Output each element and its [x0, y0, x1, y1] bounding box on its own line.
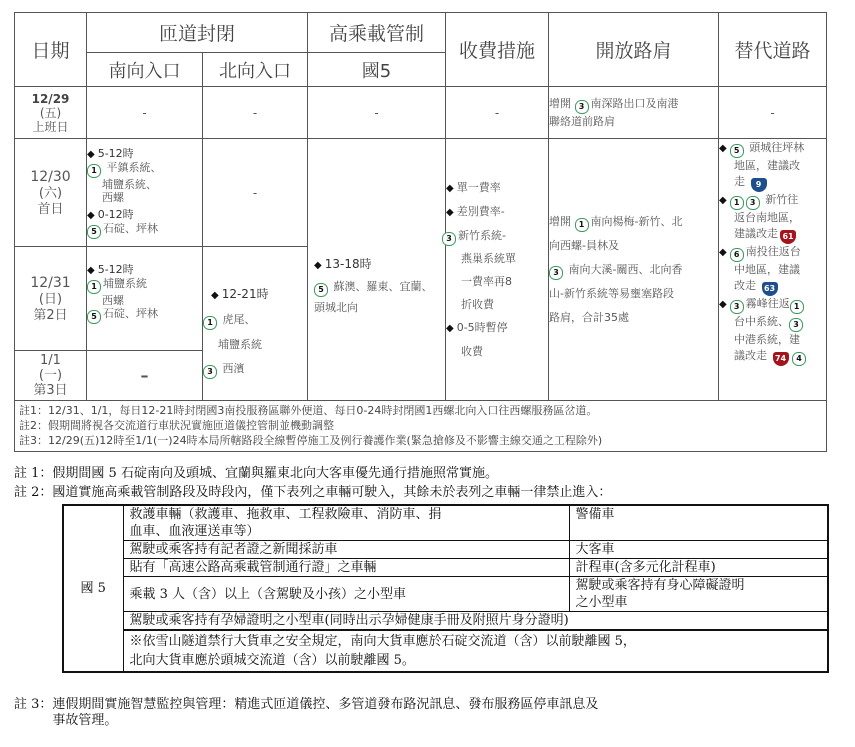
alternate-cell: -	[719, 87, 827, 139]
vehicle-row	[63, 505, 828, 541]
south-cell: ◆ 5-12時 1 埔鹽系統 西螺 5 石碇、坪林	[87, 247, 203, 351]
header-toll-measures: 收費措施	[446, 13, 549, 87]
vehicle-row	[63, 577, 828, 612]
south-cell: –	[87, 351, 203, 401]
north-cell: -	[203, 139, 308, 247]
national-freeway-shield-icon: 3	[442, 232, 456, 246]
holiday-traffic-schedule-table	[14, 12, 827, 452]
national-freeway-shield-icon: 3	[730, 300, 744, 314]
national-freeway-shield-icon: 5	[87, 225, 101, 239]
note-2: 註 2：國道實施高乘載管制路段及時段內，僅下表列之車輛可駛入，其餘未於表列之車輛一律禁止進入：	[14, 485, 612, 500]
date-cell: 12/29 (五) 上班日	[15, 87, 87, 139]
national-freeway-shield-icon: 1	[575, 218, 589, 232]
table-note-2: 註2：假期間將視各交流道行車狀況實施匝道儀控管制並機動調整	[19, 419, 334, 432]
table-notes-row	[15, 401, 827, 452]
toll-measures-cell: ◆ 單一費率 ◆ 差別費率- 3 新竹系統- 燕巢系統單 一費率再8 折收費 ◆ 0-5時暫停 收費	[446, 139, 549, 401]
national-freeway-shield-icon: 1	[203, 316, 217, 330]
national-freeway-shield-icon: 6	[730, 248, 744, 262]
shoulder-open-cell: 增開 1 南向楊梅-新竹、北 向西螺-員林及 3 南向大溪-關西、北向香 山-新竹系統等易壅塞路段 路肩，合計35處	[549, 139, 719, 401]
header-hov-road: 國5	[308, 53, 446, 87]
header-shoulder-open: 開放路肩	[549, 13, 719, 87]
table-notes	[15, 401, 827, 452]
national-freeway-shield-icon: 1	[87, 280, 101, 294]
note-1: 註 1：假期間國 5 石碇南向及頭城、宜蘭與羅東北向大客車優先通行措施照常實施。	[14, 466, 498, 481]
permitted-vehicles-table	[62, 504, 829, 673]
road-label: 國 5	[63, 505, 123, 672]
south-cell: -	[87, 87, 203, 139]
vehicle-full: 駕駛或乘客持有孕婦證明之小型車(同時出示孕婦健康手冊及附照片身分證明)	[123, 612, 828, 631]
vehicle-right: 警備車	[569, 505, 828, 541]
table-note-1: 註1：12/31、1/1，每日12-21時封閉國3南投服務區聯外便道、每日0-24時封閉國1西螺北向入口往西螺服務區岔道。	[19, 404, 598, 417]
national-freeway-shield-icon: 3	[575, 100, 589, 114]
vehicle-left: 駕駛或乘客持有記者證之新聞採訪車	[123, 541, 569, 559]
date-cell: 12/30 (六) 首日	[15, 139, 87, 247]
header-southbound-entrance: 南向入口	[87, 53, 203, 87]
national-freeway-shield-icon: 5	[730, 144, 744, 158]
header-northbound-entrance: 北向入口	[203, 53, 308, 87]
hov-cell: ◆ 13-18時 5 蘇澳、羅東、宜蘭、 頭城北向	[308, 139, 446, 401]
national-freeway-shield-icon: 1	[790, 300, 804, 314]
header-date: 日期	[15, 13, 87, 87]
vehicle-row	[63, 541, 828, 559]
toll-cell: -	[446, 87, 549, 139]
vehicle-row	[63, 559, 828, 577]
vehicle-row	[63, 630, 828, 672]
national-freeway-shield-icon: 3	[203, 365, 217, 379]
national-freeway-shield-icon: 5	[314, 283, 328, 297]
hov-cell: -	[308, 87, 446, 139]
vehicle-right: 大客車	[569, 541, 828, 559]
header-hov-control: 高乘載管制	[308, 13, 446, 53]
vehicle-right: 駕駛或乘客持有身心障礙證明 之小型車	[569, 577, 828, 612]
provincial-highway-shield-icon: 74	[773, 352, 789, 366]
header-alternate-roads: 替代道路	[719, 13, 827, 87]
north-cell: ◆ 12-21時 1 虎尾、 埔鹽系統 3 西濱	[203, 247, 308, 401]
national-freeway-shield-icon: 4	[792, 352, 806, 366]
date-cell: 1/1 (一) 第3日	[15, 351, 87, 401]
date-cell: 12/31 (日) 第2日	[15, 247, 87, 351]
vehicle-row	[63, 612, 828, 631]
national-freeway-shield-icon: 3	[789, 318, 803, 332]
vehicle-left: 救護車輛（救護車、拖救車、工程救險車、消防車、捐 血車、血液運送車等）	[123, 505, 569, 541]
provincial-highway-shield-icon: 9	[751, 178, 767, 192]
table-row-1229	[15, 87, 827, 139]
table-note-3: 註3：12/29(五)12時至1/1(一)24時本局所轄路段全線暫停施工及例行養護作業(緊急搶修及不影響主線交通之工程除外)	[19, 434, 603, 447]
vehicle-left: 貼有「高速公路高乘載管制通行證」之車輛	[123, 559, 569, 577]
alternate-roads-cell: ◆ 5 頭城往坪林 地區，建議改 走 9 ◆ 1 3 新竹往 返台南地區， 建議改走 61 ◆ 6 南投往返台 中地區，建議 改走 63 ◆ 3 霧峰往返 1 台中系統、 3 中港系統，建 議改走 74 4	[719, 139, 827, 401]
vehicle-left: 乘載 3 人（含）以上（含駕駛及小孩）之小型車	[123, 577, 569, 612]
south-cell: ◆ 5-12時 1 平鎮系統、 埔鹽系統、 西螺 ◆ 0-12時 5 石碇、坪林	[87, 139, 203, 247]
national-freeway-shield-icon: 3	[746, 196, 760, 210]
national-freeway-shield-icon: 1	[87, 164, 101, 178]
national-freeway-shield-icon: 5	[87, 310, 101, 324]
shoulder-cell: 增開 3 南深路出口及南港 聯絡道前路肩	[549, 87, 719, 139]
north-cell: -	[203, 87, 308, 139]
national-freeway-shield-icon: 1	[730, 196, 744, 210]
national-freeway-shield-icon: 3	[549, 266, 563, 280]
vehicle-full: ※依雪山隧道禁行大貨車之安全規定，南向大貨車應於石碇交流道（含）以前駛離國 5， 北向大貨車應於頭城交流道（含）以前駛離國 5。	[123, 630, 828, 672]
provincial-highway-shield-icon: 61	[780, 230, 796, 244]
note-3: 註 3： 連假期間實施智慧監控與管理：精進式匝道儀控、多管道發布路況訊息、發布服務區停車訊息及 事故管理。	[14, 697, 599, 728]
vehicle-right: 計程車(含多元化計程車)	[569, 559, 828, 577]
provincial-highway-shield-icon: 63	[762, 282, 778, 296]
header-ramp-closure: 匝道封閉	[87, 13, 308, 53]
table-row-1230	[15, 139, 827, 247]
